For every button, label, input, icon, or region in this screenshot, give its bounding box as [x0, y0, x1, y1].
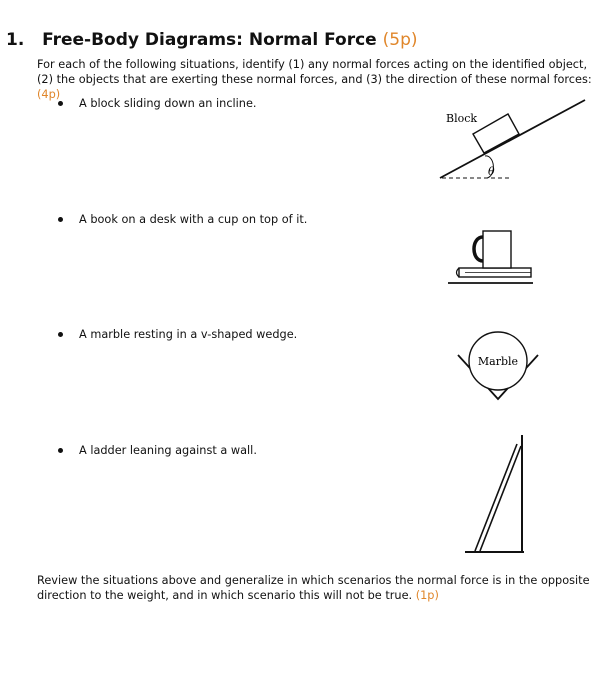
situation-label: A marble resting in a v-shaped wedge.: [79, 328, 298, 341]
situation-label: A book on a desk with a cup on top of it.: [79, 213, 308, 226]
review-points: (1p): [415, 589, 439, 602]
situation-item: [58, 444, 257, 457]
situation-label: A block sliding down an incline.: [79, 97, 257, 110]
cup-shape: [483, 231, 511, 268]
situation-label: A ladder leaning against a wall.: [79, 444, 257, 457]
marble-label: Marble: [477, 355, 519, 368]
instructions-points: (4p): [37, 88, 61, 101]
block-shape: [473, 114, 519, 153]
instructions-text: For each of the following situations, identify (1) any normal forces acting on the identified object, (2) the objects that are exerting these normal forces, and (3) the direction of these normal forces:: [37, 58, 592, 86]
question-number: 1.: [6, 30, 25, 50]
cup-handle: [474, 237, 483, 261]
ladder-rail: [475, 444, 517, 551]
question-title: Free-Body Diagrams: Normal Force: [42, 30, 377, 50]
situation-item: [58, 97, 257, 110]
bullet-icon: [58, 217, 63, 222]
review-question: [37, 573, 597, 603]
incline-figure: [430, 95, 600, 190]
question-heading: [6, 30, 418, 50]
marble-wedge-figure: [455, 325, 545, 405]
ladder-figure: [460, 430, 530, 560]
bullet-icon: [58, 332, 63, 337]
review-text: Review the situations above and generalize in which scenarios the normal force is in the opposite direction to the weight, and in which scenario this will not be true.: [37, 574, 590, 602]
question-points: (5p): [382, 30, 418, 50]
situation-item: [58, 328, 297, 341]
situation-item: [58, 213, 307, 226]
book-cup-figure: [445, 225, 540, 290]
bullet-icon: [58, 448, 63, 453]
angle-label: θ: [488, 165, 495, 178]
block-label: Block: [446, 112, 478, 125]
ladder-rail: [480, 446, 521, 551]
bullet-icon: [58, 101, 63, 106]
